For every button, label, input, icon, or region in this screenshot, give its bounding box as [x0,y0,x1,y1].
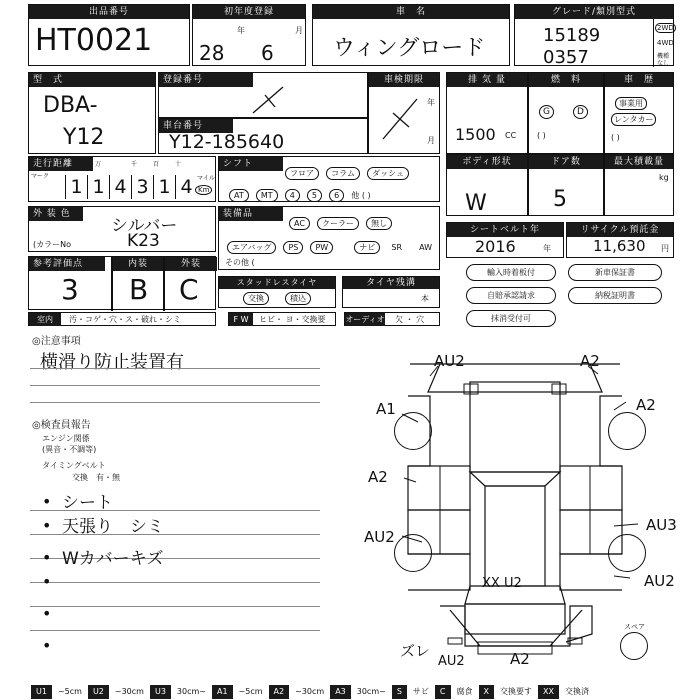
interior-bar-items: 汚・コゲ・穴・ス・破れ・シミ [69,315,181,324]
shift-6: 6 [329,189,344,202]
unit-man: 万 [95,161,102,168]
audio-bar-items: 欠 ・ 穴 [395,315,425,324]
capacity-label: 最大積載量 [605,155,673,169]
legend-key: S [392,685,407,699]
chassis-box [158,118,368,154]
wheel-front-left [394,412,432,450]
notes-lines [30,368,320,403]
spare-label: スペア [624,623,645,631]
drive-4wd: 4WD [657,39,674,47]
car-name-value: ウィングロード [333,36,486,61]
legend-value: ~30cm [289,685,330,699]
body-type-label: ボディ形状 [447,155,527,169]
first-reg-month: 6 [261,41,274,65]
history-box [604,72,674,154]
mark-left-rear: AU2 [364,528,395,546]
doc-warranty: 新車保証書 [568,264,662,281]
drive-2wd: 2WD [657,24,674,32]
car-diagram [370,346,660,676]
recycle-value: 11,630 [593,237,646,255]
shift-mt: MT [256,189,278,202]
audio-bar-label: オーディオ [345,315,385,324]
equip-pw: PW [310,241,333,254]
grade-note: 機種なし [657,53,670,67]
shaken-label: 車検期限 [369,73,439,87]
shift-dash: ダッシュ [367,167,409,180]
equip-none: 無し [366,217,392,230]
fw-bar-items: ヒビ・ ヨ・交換要 [259,315,326,324]
grade-line2: 0357 [543,47,589,68]
inspector-label: ◎検査員報告 [32,420,91,431]
remark-bullet: • [42,604,52,623]
mileage-digit: 1 [87,175,109,199]
body-type-box [446,154,528,216]
lot-number: HT0021 [35,23,153,58]
interior-score-label: 内装 [113,257,163,271]
notes-label: ◎注意事項 [32,336,81,347]
recycle-box [566,222,674,258]
mileage-unit-km: Km [195,185,212,195]
recycle-label: リサイクル預託金 [567,223,673,237]
capacity-unit: kg [659,173,669,182]
car-name-box [312,4,510,66]
spare-tire-circle [620,632,648,660]
doors-value: 5 [553,187,567,212]
seatbelt-label: シートベルト年 [447,223,563,237]
mileage-digit: 3 [131,175,153,199]
recycle-unit: 円 [661,244,669,253]
mark-rear-left: AU2 [438,654,465,669]
tire-label: タイヤ残溝 [343,277,439,289]
equip-cooler: クーラー [317,217,359,230]
remark-bullet: • [42,548,52,567]
remark-item: シート [62,493,113,513]
doors-box [528,154,604,216]
remark-item: Wカバーキズ [62,549,164,569]
mileage-digit: 1 [153,175,175,199]
wheel-rear-right [608,534,646,572]
fuel-other: ( ) [537,131,546,140]
displacement-value: 1500 [455,125,496,144]
shaken-year-unit: 年 [427,98,435,107]
equipment-label: 装備品 [219,207,283,221]
legend-key: XX [538,685,559,699]
doors-label: ドア数 [529,155,603,169]
remark-item: 天張り シミ [62,517,164,537]
mark-rear-center: A2 [510,650,530,668]
shaken-month-unit: 月 [427,136,435,145]
lot-box [28,4,190,66]
scores-box [28,256,216,310]
mark-fl-side: A1 [376,400,396,418]
unit-hyaku: 百 [153,161,160,168]
model-label: 型 式 [29,73,155,87]
studless-box [218,276,336,308]
exterior-score: C [179,273,199,306]
fuel-d: D [573,105,588,119]
doc-self-cert: 自賠承認請求 [466,287,556,304]
shift-box [218,156,440,202]
mark-left-door: A2 [368,468,388,486]
fw-bar-label: F W [229,313,253,326]
legend-key: U3 [150,685,171,699]
mark-front-left: AU2 [434,352,465,370]
mileage-digit: 4 [109,175,131,199]
mark-right-rear: AU3 [646,516,677,534]
grade-box [514,4,674,66]
interior-bar-label: 室内 [29,313,61,326]
mark-right-rear-low: AU2 [644,572,675,590]
unit-ju: 十 [175,161,182,168]
equip-ac: AC [289,217,310,230]
interior-bar [28,312,216,326]
car-name-label: 車 名 [313,5,509,19]
reg-no-strike [159,73,369,119]
legend-key: U2 [88,685,109,699]
legend-value: 腐食 [451,685,479,699]
reg-no-label: 登録番号 [159,73,253,87]
studless-load: 積込 [285,292,311,305]
interior-score: B [129,273,149,306]
displacement-label: 排 気 量 [447,73,527,87]
history-other: ( ) [611,133,620,142]
history-business: 事業用 [615,97,647,110]
doc-import-plate: 輸入時着板付 [466,264,556,281]
legend-value: ~5cm [233,685,269,699]
legend-key: A3 [330,685,351,699]
tire-box [342,276,440,308]
seatbelt-box [446,222,564,258]
remark-bullet: • [42,636,52,655]
seatbelt-value: 2016 [475,237,516,256]
fuel-g: G [539,105,554,119]
grade-label: グレード/類別型式 [515,5,673,19]
audio-bar [344,312,440,326]
reg-no-box [158,72,368,118]
mileage-digit: 1 [65,175,87,199]
tire-unit: 本 [421,294,429,303]
first-reg-year: 28 [199,41,225,65]
notes-value: 横滑り防止装置有 [40,352,184,373]
mileage-digit: 4 [175,175,197,199]
first-reg-month-unit: 月 [295,26,303,35]
mileage-unit-mile: マイル [197,175,215,182]
model-box [28,72,156,154]
remark-bullet: • [42,516,52,535]
legend-value: 30cm~ [351,685,392,699]
color-code: K23 [127,231,160,251]
equip-navi: ナビ [354,241,380,254]
studless-swap: 交換 [243,292,269,305]
mileage-digits [65,175,197,201]
shift-column: コラム [326,167,360,180]
legend-key: X [479,685,494,699]
remark-bullet: • [42,572,52,591]
legend-value: 交換済 [559,685,595,699]
legend-key: A2 [269,685,290,699]
chassis-value: Y12-185640 [169,131,285,153]
body-type-value: W [465,191,487,216]
legend-value: ~5cm [52,685,88,699]
wheel-rear-left [394,534,432,572]
color-box [28,206,216,252]
mark-rear-misc: ズレ [400,642,431,660]
shift-floor: フロア [285,167,319,180]
shift-label: シフト [219,157,283,171]
shift-4: 4 [285,189,300,202]
fuel-label: 燃 料 [529,73,603,87]
shift-other: 他 ( ) [351,191,371,200]
history-label: 車 歴 [605,73,673,87]
legend-value: 交換要す [494,685,538,699]
legend-value: サビ [407,685,435,699]
legend-key: A1 [212,685,233,699]
color-code-label: (カラーNo [33,240,71,249]
mileage-mark-label: マーク [31,173,50,180]
color-label: 外 装 色 [29,207,83,221]
equip-airbag: エアバッグ [227,241,276,254]
belt-label: タイミングベルト [42,461,106,470]
unit-sen: 千 [131,161,138,168]
first-reg-box [192,4,306,66]
fuel-box [528,72,604,154]
shaken-strike [369,73,441,155]
model-line2: Y12 [63,125,105,150]
displacement-unit: CC [505,131,517,140]
equipment-box [218,206,440,270]
chassis-label: 車台番号 [159,119,233,133]
history-rental: レンタカー [611,113,656,126]
capacity-box [604,154,674,216]
mark-cargo: XX U2 [482,576,522,591]
seatbelt-unit: 年 [543,244,551,253]
lot-label: 出品番号 [29,5,189,19]
mileage-label: 走行距離 [29,157,93,171]
exterior-score-label: 外装 [165,257,217,271]
equip-sr: SR [391,243,403,252]
overall-score: 3 [61,273,79,306]
fw-bar [228,312,336,326]
color-value: シルバー [111,216,178,236]
legend-value: ~30cm [109,685,150,699]
legend-key: C [435,685,451,699]
legend-key: U1 [31,685,52,699]
equip-ps: PS [283,241,303,254]
score-label: 参考評価点 [29,257,105,271]
shaken-box [368,72,440,154]
remark-bullet: • [42,492,52,511]
equip-aw: AW [419,243,433,252]
belt-options: 交換 有・無 [72,473,120,482]
mileage-box [28,156,216,202]
doc-cancel: 抹消受付可 [466,310,556,327]
grade-line1: 15189 [543,25,601,46]
first-reg-year-unit: 年 [237,26,245,35]
displacement-box [446,72,528,154]
engine-sub: (異音・不調等) [42,445,97,454]
equip-other: その他 ( [225,258,255,267]
wheel-front-right [608,412,646,450]
first-reg-label: 初年度登録 [193,5,305,19]
mark-fr-side: A2 [636,396,656,414]
doc-tax-cert: 納税証明書 [568,287,662,304]
legend-bar [31,685,595,699]
shift-at: AT [229,189,249,202]
legend-value: 30cm~ [171,685,212,699]
shift-5: 5 [307,189,322,202]
model-line1: DBA- [43,93,98,118]
mark-front-right: A2 [580,352,600,370]
engine-label: エンジン関係 [42,434,90,443]
studless-label: スタッドレスタイヤ [219,277,335,289]
